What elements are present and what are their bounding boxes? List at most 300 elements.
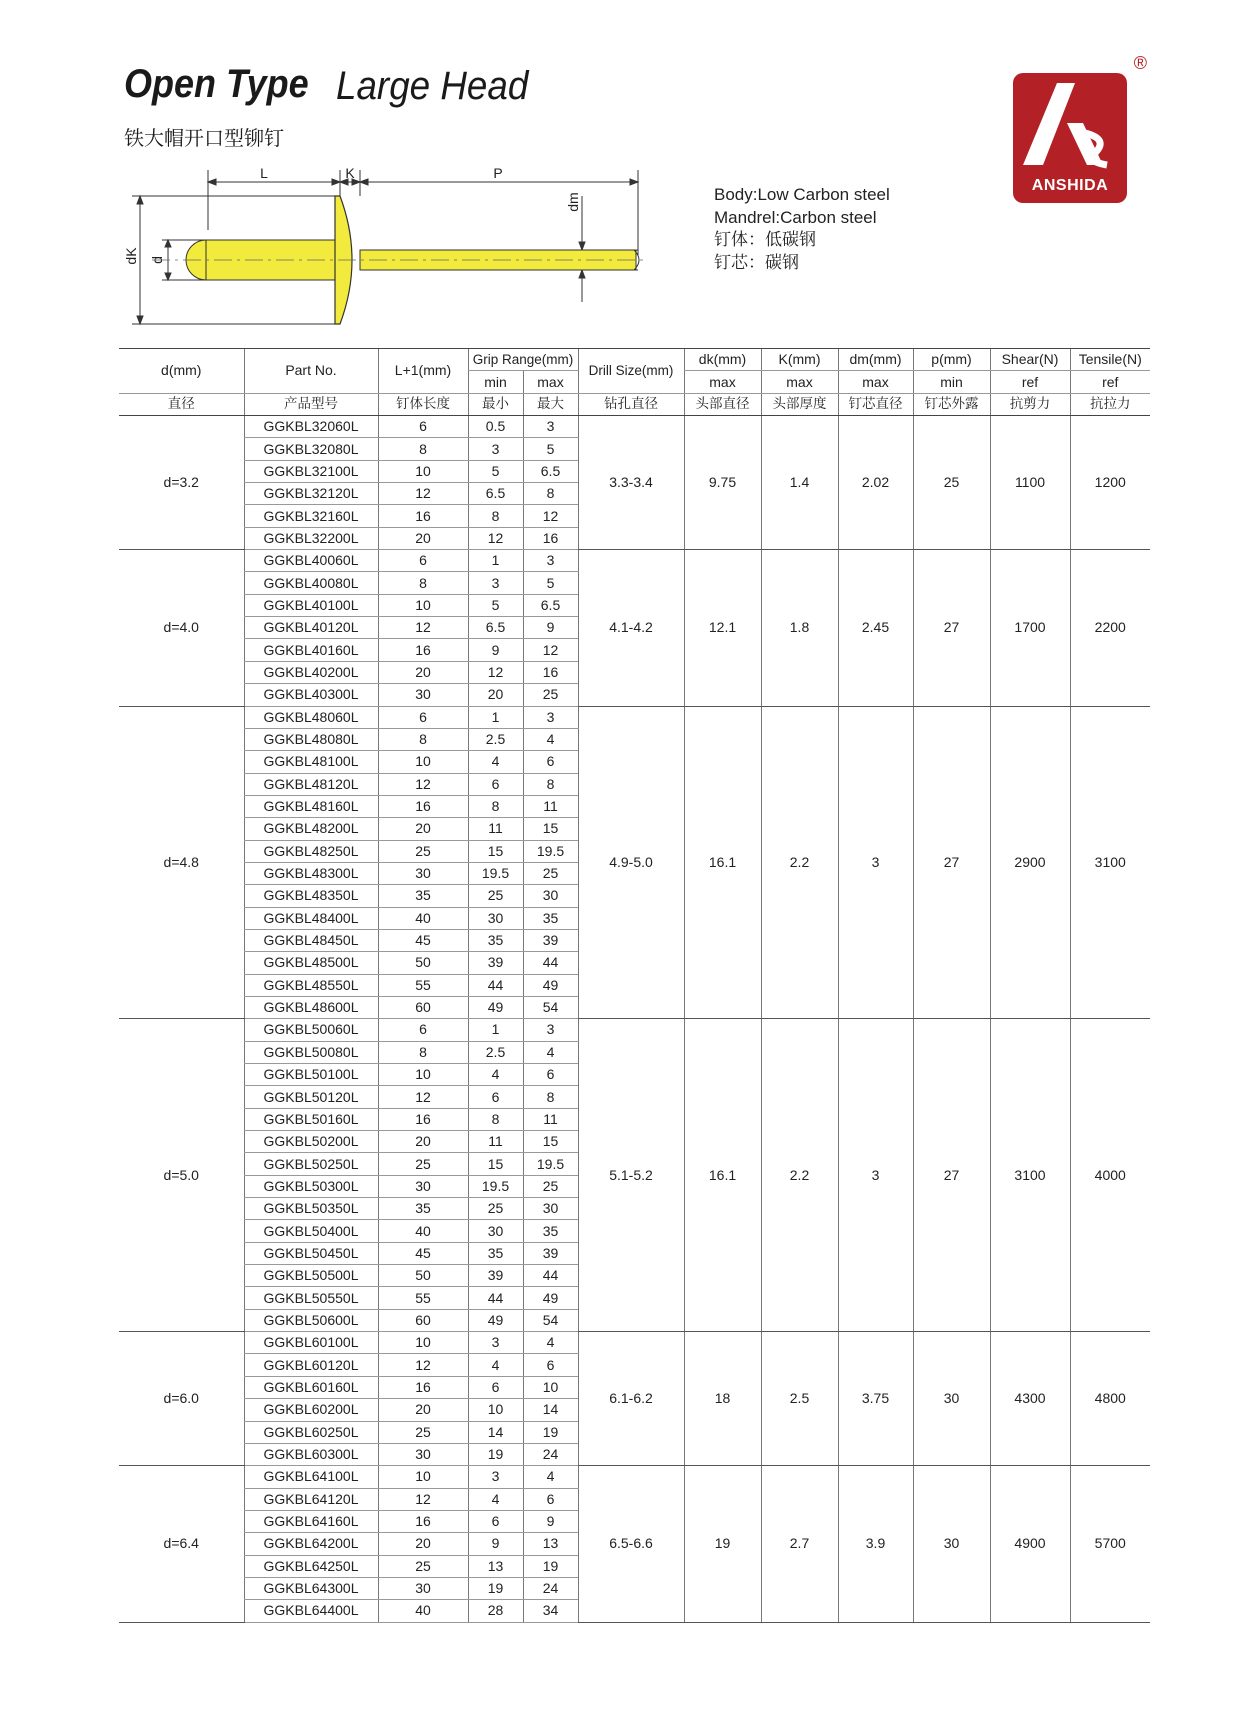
grip-max-cell: 3 (523, 416, 578, 438)
length-cell: 12 (378, 1488, 468, 1510)
grip-min-cell: 25 (468, 885, 523, 907)
k-cell: 1.8 (761, 550, 838, 706)
length-cell: 60 (378, 1309, 468, 1331)
grip-max-cell: 11 (523, 795, 578, 817)
part-number-cell: GGKBL50350L (244, 1198, 378, 1220)
header-dm: dm(mm) (838, 349, 913, 371)
p-cell: 27 (913, 550, 990, 706)
length-cell: 16 (378, 1510, 468, 1532)
grip-max-cell: 5 (523, 438, 578, 460)
grip-min-cell: 8 (468, 1108, 523, 1130)
grip-min-cell: 4 (468, 1064, 523, 1086)
grip-max-cell: 19.5 (523, 1153, 578, 1175)
spec-table (119, 348, 1150, 1623)
header-dk: dk(mm) (684, 349, 761, 371)
tensile-cell: 3100 (1070, 706, 1150, 1019)
grip-min-cell: 28 (468, 1600, 523, 1622)
part-number-cell: GGKBL32080L (244, 438, 378, 460)
grip-max-cell: 3 (523, 706, 578, 728)
grip-max-cell: 49 (523, 1287, 578, 1309)
part-number-cell: GGKBL50550L (244, 1287, 378, 1309)
material-info (714, 184, 890, 274)
table-row (119, 416, 1150, 438)
part-number-cell: GGKBL64120L (244, 1488, 378, 1510)
header-tensile-sub: ref (1070, 371, 1150, 393)
part-number-cell: GGKBL40300L (244, 684, 378, 706)
tensile-cell: 4000 (1070, 1019, 1150, 1332)
length-cell: 30 (378, 862, 468, 884)
grip-min-cell: 0.5 (468, 416, 523, 438)
header-length: L+1(mm) (378, 349, 468, 394)
shear-cell: 2900 (990, 706, 1070, 1019)
grip-min-cell: 8 (468, 505, 523, 527)
part-number-cell: GGKBL50160L (244, 1108, 378, 1130)
grip-min-cell: 5 (468, 460, 523, 482)
grip-min-cell: 9 (468, 1533, 523, 1555)
header-cn-grip-max: 最大 (523, 393, 578, 415)
grip-max-cell: 8 (523, 1086, 578, 1108)
part-number-cell: GGKBL48550L (244, 974, 378, 996)
p-cell: 25 (913, 416, 990, 550)
grip-min-cell: 10 (468, 1399, 523, 1421)
dk-cell: 9.75 (684, 416, 761, 550)
part-number-cell: GGKBL60250L (244, 1421, 378, 1443)
part-number-cell: GGKBL40200L (244, 661, 378, 683)
length-cell: 10 (378, 594, 468, 616)
part-number-cell: GGKBL32100L (244, 460, 378, 482)
length-cell: 40 (378, 1600, 468, 1622)
header-d: d(mm) (119, 349, 244, 394)
grip-max-cell: 14 (523, 1399, 578, 1421)
header-grip-max: max (523, 371, 578, 393)
part-number-cell: GGKBL64250L (244, 1555, 378, 1577)
grip-max-cell: 25 (523, 684, 578, 706)
part-number-cell: GGKBL50060L (244, 1019, 378, 1041)
k-cell: 2.2 (761, 706, 838, 1019)
part-number-cell: GGKBL60100L (244, 1332, 378, 1354)
length-cell: 16 (378, 795, 468, 817)
part-number-cell: GGKBL40060L (244, 550, 378, 572)
length-cell: 20 (378, 818, 468, 840)
header-drill: Drill Size(mm) (578, 349, 684, 394)
grip-min-cell: 12 (468, 527, 523, 549)
grip-max-cell: 6.5 (523, 460, 578, 482)
length-cell: 40 (378, 907, 468, 929)
title-main: Open Type (124, 62, 309, 106)
header-dm-sub: max (838, 371, 913, 393)
drill-cell: 6.5-6.6 (578, 1466, 684, 1622)
header-cn-shear: 抗剪力 (990, 393, 1070, 415)
grip-min-cell: 8 (468, 795, 523, 817)
part-number-cell: GGKBL50600L (244, 1309, 378, 1331)
length-cell: 25 (378, 1555, 468, 1577)
grip-min-cell: 9 (468, 639, 523, 661)
grip-max-cell: 10 (523, 1376, 578, 1398)
grip-max-cell: 6.5 (523, 594, 578, 616)
grip-max-cell: 54 (523, 996, 578, 1018)
length-cell: 50 (378, 952, 468, 974)
drill-cell: 3.3-3.4 (578, 416, 684, 550)
grip-max-cell: 34 (523, 1600, 578, 1622)
grip-min-cell: 19 (468, 1577, 523, 1599)
k-cell: 2.2 (761, 1019, 838, 1332)
body-material-en: Body:Low Carbon steel (714, 185, 890, 204)
part-number-cell: GGKBL50300L (244, 1175, 378, 1197)
grip-max-cell: 4 (523, 1332, 578, 1354)
label-dK: dK (123, 247, 139, 265)
drill-cell: 6.1-6.2 (578, 1332, 684, 1466)
grip-min-cell: 30 (468, 1220, 523, 1242)
length-cell: 30 (378, 684, 468, 706)
grip-min-cell: 49 (468, 996, 523, 1018)
grip-min-cell: 6.5 (468, 483, 523, 505)
length-cell: 8 (378, 572, 468, 594)
table-row (119, 550, 1150, 572)
grip-max-cell: 13 (523, 1533, 578, 1555)
length-cell: 20 (378, 527, 468, 549)
part-number-cell: GGKBL40100L (244, 594, 378, 616)
header-grip-min: min (468, 371, 523, 393)
part-number-cell: GGKBL50200L (244, 1131, 378, 1153)
length-cell: 12 (378, 773, 468, 795)
length-cell: 16 (378, 505, 468, 527)
grip-max-cell: 8 (523, 483, 578, 505)
k-cell: 2.5 (761, 1332, 838, 1466)
part-number-cell: GGKBL50450L (244, 1242, 378, 1264)
grip-min-cell: 4 (468, 751, 523, 773)
length-cell: 8 (378, 728, 468, 750)
part-number-cell: GGKBL64200L (244, 1533, 378, 1555)
length-cell: 50 (378, 1265, 468, 1287)
length-cell: 16 (378, 639, 468, 661)
grip-max-cell: 39 (523, 929, 578, 951)
part-number-cell: GGKBL40080L (244, 572, 378, 594)
grip-max-cell: 35 (523, 1220, 578, 1242)
grip-max-cell: 5 (523, 572, 578, 594)
grip-max-cell: 16 (523, 527, 578, 549)
dm-cell: 3.75 (838, 1332, 913, 1466)
grip-min-cell: 39 (468, 952, 523, 974)
grip-min-cell: 25 (468, 1198, 523, 1220)
part-number-cell: GGKBL48350L (244, 885, 378, 907)
grip-min-cell: 19.5 (468, 1175, 523, 1197)
diameter-cell: d=5.0 (119, 1019, 244, 1332)
header-part: Part No. (244, 349, 378, 394)
registered-mark: ® (1133, 53, 1147, 73)
grip-max-cell: 12 (523, 505, 578, 527)
part-number-cell: GGKBL50080L (244, 1041, 378, 1063)
grip-max-cell: 8 (523, 773, 578, 795)
grip-max-cell: 44 (523, 952, 578, 974)
header-cn-part: 产品型号 (244, 393, 378, 415)
grip-min-cell: 44 (468, 974, 523, 996)
grip-min-cell: 6 (468, 1376, 523, 1398)
title-chinese: 铁大帽开口型铆钉 (124, 126, 284, 150)
part-number-cell: GGKBL48500L (244, 952, 378, 974)
grip-min-cell: 6 (468, 773, 523, 795)
grip-max-cell: 9 (523, 1510, 578, 1532)
grip-min-cell: 39 (468, 1265, 523, 1287)
grip-max-cell: 11 (523, 1108, 578, 1130)
grip-max-cell: 24 (523, 1443, 578, 1465)
header-cn-drill: 钻孔直径 (578, 393, 684, 415)
grip-min-cell: 19 (468, 1443, 523, 1465)
part-number-cell: GGKBL48400L (244, 907, 378, 929)
shear-cell: 1700 (990, 550, 1070, 706)
length-cell: 8 (378, 1041, 468, 1063)
mandrel-material-cn: 钉芯：碳钢 (714, 252, 799, 273)
grip-min-cell: 11 (468, 818, 523, 840)
header-cn-grip-min: 最小 (468, 393, 523, 415)
grip-max-cell: 15 (523, 1131, 578, 1153)
length-cell: 45 (378, 929, 468, 951)
grip-max-cell: 44 (523, 1265, 578, 1287)
length-cell: 30 (378, 1175, 468, 1197)
grip-min-cell: 14 (468, 1421, 523, 1443)
header-shear: Shear(N) (990, 349, 1070, 371)
grip-max-cell: 6 (523, 751, 578, 773)
grip-min-cell: 2.5 (468, 1041, 523, 1063)
grip-min-cell: 1 (468, 550, 523, 572)
header-cn-length: 钉体长度 (378, 393, 468, 415)
part-number-cell: GGKBL48300L (244, 862, 378, 884)
part-number-cell: GGKBL48450L (244, 929, 378, 951)
label-L: L (260, 165, 268, 181)
grip-max-cell: 49 (523, 974, 578, 996)
part-number-cell: GGKBL48120L (244, 773, 378, 795)
dk-cell: 18 (684, 1332, 761, 1466)
table-row (119, 1332, 1150, 1354)
length-cell: 12 (378, 617, 468, 639)
header-cn-dm: 钉芯直径 (838, 393, 913, 415)
length-cell: 6 (378, 550, 468, 572)
dm-cell: 3 (838, 1019, 913, 1332)
label-d: d (149, 256, 165, 264)
diameter-cell: d=4.0 (119, 550, 244, 706)
dk-cell: 12.1 (684, 550, 761, 706)
length-cell: 20 (378, 1399, 468, 1421)
part-number-cell: GGKBL32200L (244, 527, 378, 549)
length-cell: 25 (378, 1421, 468, 1443)
grip-max-cell: 35 (523, 907, 578, 929)
grip-min-cell: 12 (468, 661, 523, 683)
grip-max-cell: 30 (523, 1198, 578, 1220)
grip-min-cell: 19.5 (468, 862, 523, 884)
part-number-cell: GGKBL40160L (244, 639, 378, 661)
header-grip: Grip Range(mm) (468, 349, 578, 371)
tensile-cell: 4800 (1070, 1332, 1150, 1466)
length-cell: 30 (378, 1577, 468, 1599)
header-cn-d: 直径 (119, 393, 244, 415)
part-number-cell: GGKBL48060L (244, 706, 378, 728)
rivet-diagram (123, 165, 652, 328)
length-cell: 10 (378, 460, 468, 482)
shear-cell: 3100 (990, 1019, 1070, 1332)
grip-min-cell: 4 (468, 1354, 523, 1376)
grip-max-cell: 4 (523, 1041, 578, 1063)
length-cell: 20 (378, 1533, 468, 1555)
grip-max-cell: 19 (523, 1421, 578, 1443)
grip-min-cell: 2.5 (468, 728, 523, 750)
length-cell: 60 (378, 996, 468, 1018)
part-number-cell: GGKBL64400L (244, 1600, 378, 1622)
grip-max-cell: 6 (523, 1488, 578, 1510)
p-cell: 27 (913, 706, 990, 1019)
part-number-cell: GGKBL48250L (244, 840, 378, 862)
diameter-cell: d=3.2 (119, 416, 244, 550)
grip-min-cell: 5 (468, 594, 523, 616)
dk-cell: 19 (684, 1466, 761, 1622)
shear-cell: 4300 (990, 1332, 1070, 1466)
part-number-cell: GGKBL40120L (244, 617, 378, 639)
grip-max-cell: 15 (523, 818, 578, 840)
brand-logo (1013, 53, 1147, 203)
part-number-cell: GGKBL32060L (244, 416, 378, 438)
shear-cell: 4900 (990, 1466, 1070, 1622)
spec-table-body (119, 416, 1150, 1623)
part-number-cell: GGKBL32160L (244, 505, 378, 527)
grip-min-cell: 35 (468, 929, 523, 951)
dk-cell: 16.1 (684, 706, 761, 1019)
header-tensile: Tensile(N) (1070, 349, 1150, 371)
dm-cell: 2.45 (838, 550, 913, 706)
length-cell: 6 (378, 706, 468, 728)
length-cell: 6 (378, 416, 468, 438)
grip-min-cell: 3 (468, 1332, 523, 1354)
grip-min-cell: 44 (468, 1287, 523, 1309)
label-P: P (493, 165, 503, 181)
grip-max-cell: 24 (523, 1577, 578, 1599)
dk-cell: 16.1 (684, 1019, 761, 1332)
header-k-sub: max (761, 371, 838, 393)
grip-min-cell: 6 (468, 1086, 523, 1108)
k-cell: 2.7 (761, 1466, 838, 1622)
grip-min-cell: 1 (468, 1019, 523, 1041)
grip-max-cell: 4 (523, 728, 578, 750)
dm-cell: 3.9 (838, 1466, 913, 1622)
length-cell: 55 (378, 974, 468, 996)
tensile-cell: 2200 (1070, 550, 1150, 706)
grip-min-cell: 6.5 (468, 617, 523, 639)
length-cell: 40 (378, 1220, 468, 1242)
brand-name: ANSHIDA (1031, 177, 1109, 194)
header-cn-dk: 头部直径 (684, 393, 761, 415)
header-dk-sub: max (684, 371, 761, 393)
header-cn-k: 头部厚度 (761, 393, 838, 415)
grip-min-cell: 20 (468, 684, 523, 706)
grip-max-cell: 12 (523, 639, 578, 661)
header-cn-p: 钉芯外露 (913, 393, 990, 415)
table-row (119, 1466, 1150, 1488)
part-number-cell: GGKBL48600L (244, 996, 378, 1018)
k-cell: 1.4 (761, 416, 838, 550)
length-cell: 10 (378, 1466, 468, 1488)
part-number-cell: GGKBL50120L (244, 1086, 378, 1108)
part-number-cell: GGKBL60200L (244, 1399, 378, 1421)
part-number-cell: GGKBL50100L (244, 1064, 378, 1086)
drill-cell: 5.1-5.2 (578, 1019, 684, 1332)
length-cell: 35 (378, 1198, 468, 1220)
grip-min-cell: 4 (468, 1488, 523, 1510)
grip-max-cell: 3 (523, 550, 578, 572)
title-sub: Large Head (336, 64, 529, 108)
length-cell: 8 (378, 438, 468, 460)
part-number-cell: GGKBL50500L (244, 1265, 378, 1287)
p-cell: 30 (913, 1466, 990, 1622)
grip-min-cell: 3 (468, 1466, 523, 1488)
part-number-cell: GGKBL48200L (244, 818, 378, 840)
header-k: K(mm) (761, 349, 838, 371)
grip-max-cell: 39 (523, 1242, 578, 1264)
drill-cell: 4.1-4.2 (578, 550, 684, 706)
header-shear-sub: ref (990, 371, 1070, 393)
header-p: p(mm) (913, 349, 990, 371)
part-number-cell: GGKBL60120L (244, 1354, 378, 1376)
grip-min-cell: 3 (468, 572, 523, 594)
length-cell: 10 (378, 751, 468, 773)
grip-min-cell: 15 (468, 1153, 523, 1175)
drill-cell: 4.9-5.0 (578, 706, 684, 1019)
grip-min-cell: 6 (468, 1510, 523, 1532)
table-row (119, 706, 1150, 728)
grip-max-cell: 19.5 (523, 840, 578, 862)
part-number-cell: GGKBL48160L (244, 795, 378, 817)
grip-min-cell: 30 (468, 907, 523, 929)
length-cell: 30 (378, 1443, 468, 1465)
grip-min-cell: 1 (468, 706, 523, 728)
table-row (119, 1019, 1150, 1041)
label-K: K (345, 165, 355, 181)
body-material-cn: 钉体：低碳钢 (714, 230, 816, 250)
grip-max-cell: 4 (523, 1466, 578, 1488)
part-number-cell: GGKBL60300L (244, 1443, 378, 1465)
part-number-cell: GGKBL48100L (244, 751, 378, 773)
length-cell: 45 (378, 1242, 468, 1264)
grip-min-cell: 3 (468, 438, 523, 460)
diameter-cell: d=6.4 (119, 1466, 244, 1622)
dm-cell: 2.02 (838, 416, 913, 550)
part-number-cell: GGKBL32120L (244, 483, 378, 505)
length-cell: 10 (378, 1064, 468, 1086)
part-number-cell: GGKBL48080L (244, 728, 378, 750)
grip-min-cell: 11 (468, 1131, 523, 1153)
grip-min-cell: 15 (468, 840, 523, 862)
grip-max-cell: 25 (523, 862, 578, 884)
length-cell: 20 (378, 661, 468, 683)
dm-cell: 3 (838, 706, 913, 1019)
grip-max-cell: 30 (523, 885, 578, 907)
tensile-cell: 5700 (1070, 1466, 1150, 1622)
header-p-sub: min (913, 371, 990, 393)
length-cell: 12 (378, 1086, 468, 1108)
length-cell: 25 (378, 1153, 468, 1175)
length-cell: 12 (378, 483, 468, 505)
part-number-cell: GGKBL50250L (244, 1153, 378, 1175)
length-cell: 6 (378, 1019, 468, 1041)
grip-max-cell: 19 (523, 1555, 578, 1577)
tensile-cell: 1200 (1070, 416, 1150, 550)
grip-max-cell: 6 (523, 1064, 578, 1086)
part-number-cell: GGKBL64100L (244, 1466, 378, 1488)
grip-min-cell: 49 (468, 1309, 523, 1331)
label-dm: dm (565, 192, 581, 212)
p-cell: 30 (913, 1332, 990, 1466)
grip-max-cell: 6 (523, 1354, 578, 1376)
length-cell: 35 (378, 885, 468, 907)
diameter-cell: d=4.8 (119, 706, 244, 1019)
grip-max-cell: 16 (523, 661, 578, 683)
length-cell: 16 (378, 1108, 468, 1130)
